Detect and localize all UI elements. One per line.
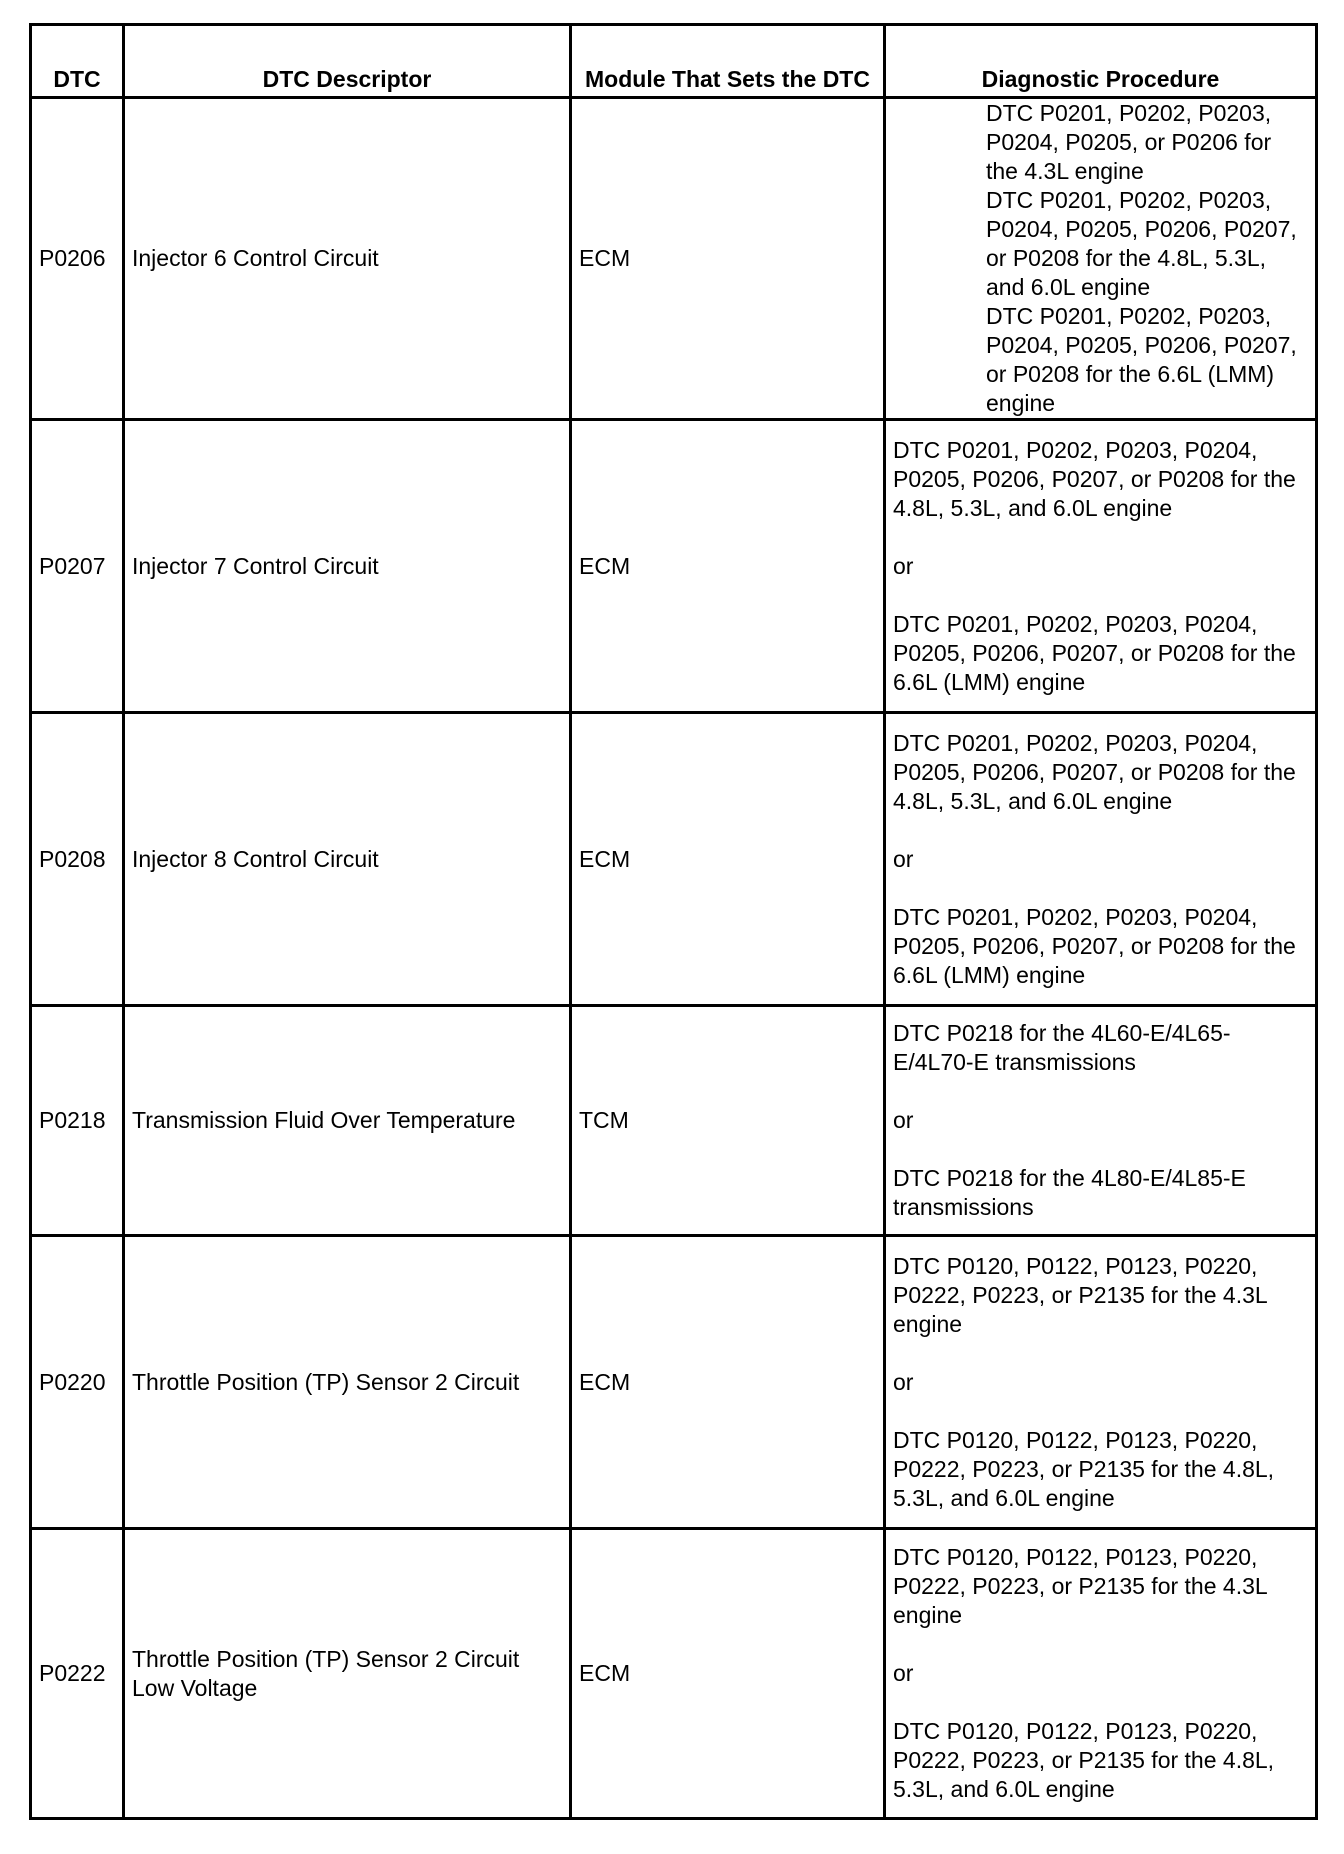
dtc-code: P0218 bbox=[31, 1006, 124, 1236]
procedure-or: or bbox=[893, 1368, 914, 1395]
procedure-link[interactable]: DTC P0218 for the 4L80-E/4L85-E transmissions bbox=[893, 1165, 1246, 1220]
dtc-code: P0222 bbox=[31, 1529, 124, 1819]
procedure-link[interactable]: DTC P0218 for the 4L60-E/4L65-E/4L70-E transmissions bbox=[893, 1020, 1231, 1075]
procedure-link[interactable]: DTC P0201, P0202, P0203, P0204, P0205, P0206, P0207, or P0208 for the 6.6L (LMM) engine bbox=[893, 610, 1296, 695]
procedure-link[interactable]: DTC P0201, P0202, P0203, P0204, P0205, P0206, P0207, or P0208 for the 4.8L, 5.3L, and 6.0L engine bbox=[893, 729, 1296, 814]
procedure-link[interactable]: DTC P0201, P0202, P0203, P0204, P0205, P0206, P0207, or P0208 for the 4.8L, 5.3L, and 6.0L engine bbox=[893, 436, 1296, 521]
procedure-link[interactable]: DTC P0201, P0202, P0203, P0204, P0205, P0206, P0207, or P0208 for the 6.6L (LMM) engine bbox=[986, 303, 1297, 416]
procedure-or: or bbox=[893, 552, 914, 579]
module-name: TCM bbox=[571, 1006, 885, 1236]
procedure-link[interactable]: DTC P0120, P0122, P0123, P0220, P0222, P0223, or P2135 for the 4.3L engine bbox=[893, 1252, 1267, 1337]
procedure-or: or bbox=[893, 1660, 914, 1686]
diagnostic-procedure bbox=[885, 420, 1317, 713]
dtc-descriptor: Injector 7 Control Circuit bbox=[124, 420, 571, 713]
dtc-code: P0220 bbox=[31, 1236, 124, 1529]
procedure-link[interactable]: DTC P0201, P0202, P0203, P0204, P0205, P0206, P0207, or P0208 for the 4.8L, 5.3L, and 6.0L engine bbox=[986, 187, 1297, 300]
module-name: ECM bbox=[571, 420, 885, 713]
procedure-or: or bbox=[893, 1107, 914, 1133]
module-name: ECM bbox=[571, 1529, 885, 1819]
procedure-link[interactable]: DTC P0120, P0122, P0123, P0220, P0222, P0223, or P2135 for the 4.8L, 5.3L, and 6.0L engine bbox=[893, 1718, 1275, 1802]
diagnostic-procedure bbox=[885, 713, 1317, 1006]
module-name: ECM bbox=[571, 1236, 885, 1529]
diagnostic-procedure bbox=[885, 1529, 1317, 1819]
procedure-or: or bbox=[893, 845, 914, 872]
table-row bbox=[31, 713, 1317, 1006]
dtc-descriptor: Injector 6 Control Circuit bbox=[124, 98, 571, 420]
dtc-descriptor: Transmission Fluid Over Temperature bbox=[124, 1006, 571, 1236]
dtc-descriptor: Throttle Position (TP) Sensor 2 Circuit Low Voltage bbox=[124, 1529, 571, 1819]
header-module: Module That Sets the DTC bbox=[571, 25, 885, 98]
procedure-link[interactable]: DTC P0120, P0122, P0123, P0220, P0222, P0223, or P2135 for the 4.3L engine bbox=[893, 1544, 1267, 1628]
table-row bbox=[31, 1006, 1317, 1236]
table-row bbox=[31, 420, 1317, 713]
header-procedure: Diagnostic Procedure bbox=[885, 25, 1317, 98]
dtc-code: P0207 bbox=[31, 420, 124, 713]
table-row bbox=[31, 98, 1317, 420]
dtc-code: P0206 bbox=[31, 98, 124, 420]
header-descriptor: DTC Descriptor bbox=[124, 25, 571, 98]
procedure-link[interactable]: DTC P0201, P0202, P0203, P0204, P0205, or P0206 for the 4.3L engine bbox=[986, 100, 1272, 184]
diagnostic-procedure bbox=[885, 98, 1317, 420]
diagnostic-procedure bbox=[885, 1236, 1317, 1529]
dtc-descriptor: Injector 8 Control Circuit bbox=[124, 713, 571, 1006]
procedure-link[interactable]: DTC P0120, P0122, P0123, P0220, P0222, P0223, or P2135 for the 4.8L, 5.3L, and 6.0L engine bbox=[893, 1426, 1275, 1511]
header-dtc: DTC bbox=[31, 25, 124, 98]
header-row bbox=[31, 25, 1317, 98]
table-row bbox=[31, 1529, 1317, 1819]
module-name: ECM bbox=[571, 713, 885, 1006]
procedure-link[interactable]: DTC P0201, P0202, P0203, P0204, P0205, P0206, P0207, or P0208 for the 6.6L (LMM) engine bbox=[893, 903, 1296, 988]
dtc-code: P0208 bbox=[31, 713, 124, 1006]
diagnostic-procedure bbox=[885, 1006, 1317, 1236]
module-name: ECM bbox=[571, 98, 885, 420]
dtc-table bbox=[29, 23, 1318, 1820]
table-row bbox=[31, 1236, 1317, 1529]
dtc-descriptor: Throttle Position (TP) Sensor 2 Circuit bbox=[124, 1236, 571, 1529]
